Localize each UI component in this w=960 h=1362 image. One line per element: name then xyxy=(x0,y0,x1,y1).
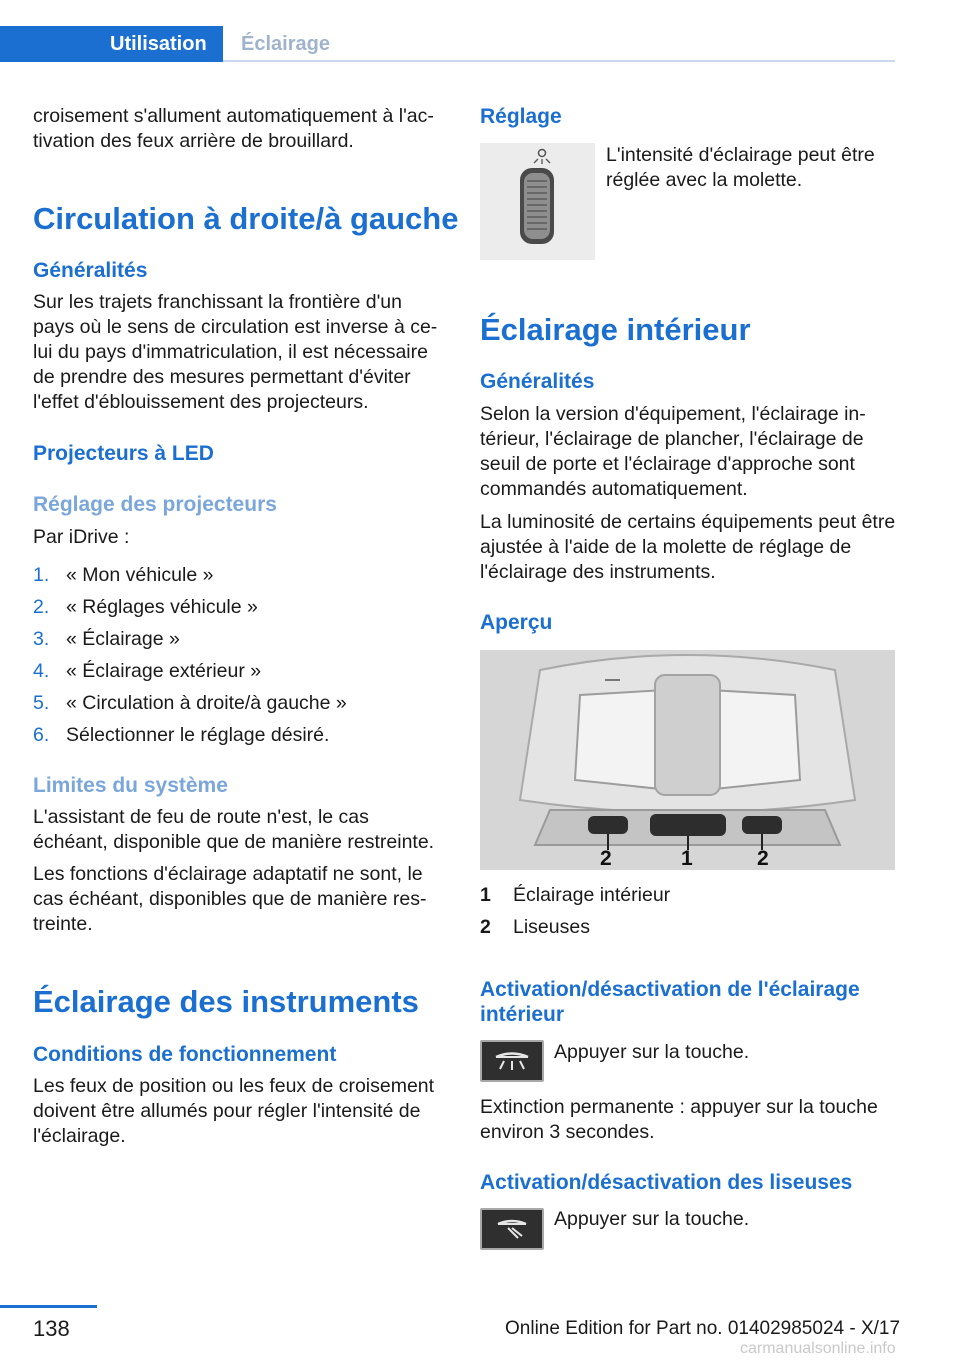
idrive-steps-list xyxy=(33,563,443,755)
reading-toggle-text: Appuyer sur la touche. xyxy=(554,1208,750,1230)
edition-note: Online Edition for Part no. 01402985024 - X/17 xyxy=(505,1318,901,1339)
section-title-instruments: Éclairage des instruments xyxy=(33,984,419,1019)
dimmer-wheel-figure xyxy=(480,143,595,260)
extinction-text: Extinction permanente : appuyer sur la touche environ 3 secondes. xyxy=(480,1096,878,1143)
subsection-title-reglage: Réglage xyxy=(480,105,562,128)
subsection-title-interior-general: Généralités xyxy=(480,370,595,393)
list-item: 1. « Mon véhicule » xyxy=(33,564,214,586)
adjust-intro: Par iDrive : xyxy=(33,526,130,548)
reading-light-button-figure xyxy=(480,1208,544,1250)
interior-general-paragraph-2: La luminosité de certains équipements peut être ajustée à l'aide de la molette de réglage de l'éclairage des instruments. xyxy=(480,511,896,583)
subsection-title-adjust: Réglage des projecteurs xyxy=(33,493,277,516)
section-title-traffic: Circulation à droite/à gauche xyxy=(33,201,459,236)
figure-label-center: 1 xyxy=(681,847,693,870)
figure-label-right: 2 xyxy=(757,847,769,870)
reglage-text: L'intensité d'éclairage peut être réglée avec la molette. xyxy=(606,144,875,191)
figure-label-left: 2 xyxy=(600,847,612,870)
list-item: 2. « Réglages véhicule » xyxy=(33,596,258,618)
header-rule xyxy=(223,60,895,62)
traffic-general-text: Sur les trajets franchissant la frontière d'un pays où le sens de circulation est inverse à ce‐lui du pays d'immatriculation, il est nécessaire de prendre des mesures permettant d'éviter l'effet d'éblouissement des projecteurs. xyxy=(33,291,438,413)
list-item: 2 Liseuses xyxy=(480,916,590,938)
reading-light-icon xyxy=(482,1210,542,1248)
list-item: 6. Sélectionner le réglage désiré. xyxy=(33,724,330,746)
figure-legend xyxy=(480,883,896,947)
footer-rule xyxy=(0,1305,97,1308)
list-item: 3. « Éclairage » xyxy=(33,628,180,650)
interior-toggle-text: Appuyer sur la touche. xyxy=(554,1041,750,1063)
limits-paragraph-2: Les fonctions d'éclairage adaptatif ne sont, le cas échéant, disponibles que de manière res‐treinte. xyxy=(33,863,427,935)
tab-eclairage[interactable]: Éclairage xyxy=(241,33,330,55)
subsection-title-interior-toggle: Activation/désactivation de l'éclairage intérieur xyxy=(480,978,860,1026)
interior-light-button-figure xyxy=(480,1040,544,1082)
subsection-title-limits: Limites du système xyxy=(33,774,228,797)
limits-paragraph-1: L'assistant de feu de route n'est, le cas échéant, disponible que de manière restreinte. xyxy=(33,806,435,853)
list-item: 4. « Éclairage extérieur » xyxy=(33,660,262,682)
section-title-interior: Éclairage intérieur xyxy=(480,312,751,347)
subsection-title-conditions: Conditions de fonctionnement xyxy=(33,1043,337,1066)
dimmer-wheel-icon xyxy=(480,143,595,260)
list-item: 5. « Circulation à droite/à gauche » xyxy=(33,692,347,714)
interior-light-icon xyxy=(482,1042,542,1080)
conditions-text: Les feux de position ou les feux de croisement doivent être allumés pour régler l'intensité de l'éclairage. xyxy=(33,1075,435,1147)
subsection-title-reading-lights: Activation/désactivation des liseuses xyxy=(480,1171,853,1194)
subsection-title-led: Projecteurs à LED xyxy=(33,442,214,465)
subsection-title-general: Généralités xyxy=(33,259,148,282)
subsection-title-overview: Aperçu xyxy=(480,611,553,634)
overhead-console-figure xyxy=(480,650,895,870)
list-item: 1 Éclairage intérieur xyxy=(480,884,671,906)
interior-general-paragraph-1: Selon la version d'équipement, l'éclairage in‐térieur, l'éclairage de plancher, l'éclairage de seuil de porte et l'éclairage d'approche sont commandés automatiquement. xyxy=(480,403,866,500)
intro-paragraph: croisement s'allument automatiquement à l'ac‐tivation des feux arrière de brouillard. xyxy=(33,105,434,152)
page-number: 138 xyxy=(33,1316,70,1341)
watermark: carmanualsonline.info xyxy=(740,1340,896,1357)
tab-utilisation[interactable]: Utilisation xyxy=(0,26,223,62)
overhead-console-illustration xyxy=(480,650,895,870)
page-header xyxy=(0,0,960,64)
